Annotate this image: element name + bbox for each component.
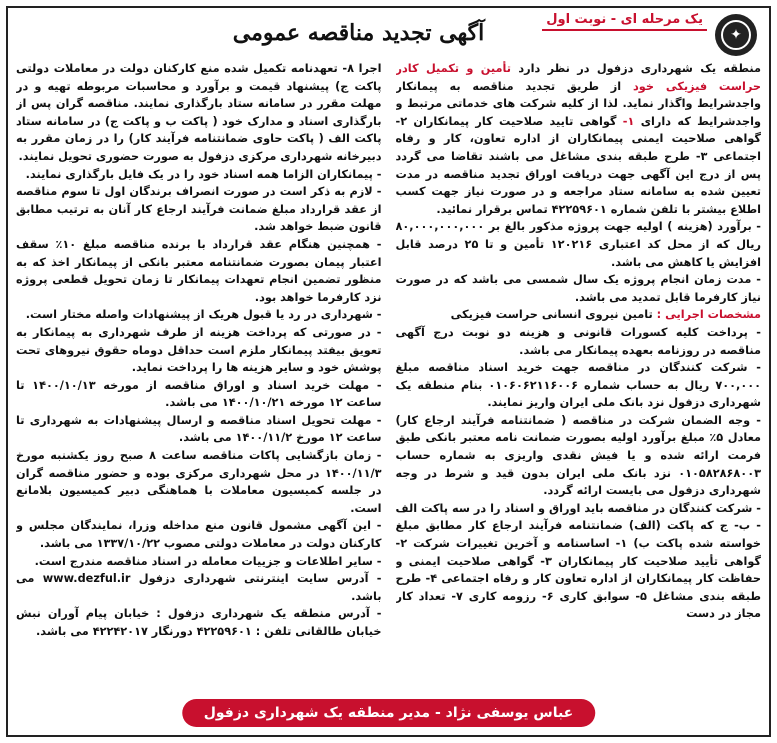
item1-number: ۱- (622, 114, 635, 128)
left-paragraph-13: - آدرس منطقه یک شهرداری دزفول : خیابان پیام آوران نبش خیابان طالقانی تلفن : ۴۲۲۵۹۶۰۱ دورنگار ۴۲۲۴۲۰۱۷ می باشد. (16, 607, 382, 638)
left-paragraph-7: - مهلت خرید اسناد و اوراق مناقصه از مورخه ۱۴۰۰/۱۰/۱۳ تا ساعت ۱۲ مورخه ۱۴۰۰/۱۰/۲۱ می باشد. (16, 378, 382, 410)
documents-fee-paragraph: - شرکت کنندگان در مناقصه جهت خرید اسناد مناقصه مبلغ ۷۰۰,۰۰۰ ریال به حساب شماره ۰۱۰۶۰۶۲۱۱۶۰۰۶ بنام منطقه یک شهرداری دزفول نزد بانک ملی ایران واریز نمایند. (395, 361, 761, 410)
notice-header (8, 8, 769, 56)
guarantee-paragraph: - وجه الضمان شرکت در مناقصه ( ضمانتنامه فرآیند ارجاع کار) معادل ۵٪ مبلغ برآورد اولیه بصورت ضمانت نامه معتبر بانکی طبق فرمت ارائه شده و یا فیش نقدی واریزی به شماره حساب ۰۱۰۵۸۲۸۶۸۰۰۳ نزد بانک ملی ایران بدون قید و شرط در وجه شهرداری دزفول می بایست ارائه گردد. (395, 413, 761, 498)
emblem-ring: ✦ (721, 20, 751, 50)
specs-label: مشخصات اجرایی : (656, 308, 761, 322)
left-paragraph-11: - سایر اطلاعات و جزییات معامله در اسناد مناقصه مندرج است. (34, 554, 382, 568)
specs-text: تامین نیروی انسانی حراست فیزیکی (450, 308, 653, 322)
intro-paragraph (396, 60, 762, 218)
left-paragraph-3: - لازم به ذکر است در صورت انصراف برندگان اول تا سوم مناقصه از عقد قرارداد مبلغ ضمانت فرآیند ارجاع کار آنان به ترتیب مطابق قانون ضبط خواهد شد. (16, 185, 382, 234)
left-paragraph-9: - زمان بازگشایی پاکات مناقصه ساعت ۸ صبح روز یکشنبه مورخ ۱۴۰۰/۱۱/۳ در محل شهرداری مرکزی بوده و حضور مناقصه گران در جلسه کمیسیون معاملات با هماهنگی دبیر کمیسیون بلامانع است. (16, 449, 382, 515)
deductions-paragraph: - پرداخت کلیه کسورات قانونی و هزینه دو نوبت درج آگهی مناقصه در روزنامه بعهده پیمانکار می باشد. (395, 325, 761, 357)
budget-paragraph: - برآورد (هزینه ) اولیه جهت پروژه مذکور بالغ بر ۸۰,۰۰۰,۰۰۰,۰۰۰ ریال که از محل کد اعتباری ۱۲۰۲۱۶ تأمین و تا ۲۵ درصد قابل افزایش یا کاهش می باشد. (395, 220, 761, 269)
left-paragraph-1: اجرا ۸- تعهدنامه تکمیل شده منع کارکنان دولت در معاملات دولتی پاکت ج) پیشنهاد قیمت و برآورد و محاسبات مربوطه تهیه و در مهلت مقرر در سامانه ستاد بارگذاری نمایند. مناقصه گران پس از بارگذاری اسناد و مدارک خود ( پاکت ب و پاکت ج) در سامانه ستاد پاکت الف ( پاکت حاوی ضمانتنامه فرآیند کار) را در زمان مقرر به دبیرخانه شهرداری مرکزی دزفول به صورت حضوری تحویل نمایند. (16, 62, 382, 163)
signature-banner: عباس یوسفی نژاد - مدیر منطقه یک شهرداری دزفول (182, 699, 595, 727)
municipality-emblem-icon (715, 14, 757, 56)
left-paragraph-5: - شهرداری در رد یا قبول هریک از پیشنهادات واصله مختار است. (25, 308, 382, 322)
item1-text: گواهی تایید صلاحیت کار پیمانکاران ۲- گواهی صلاحیت ایمنی پیمانکاران از اداره تعاون، کار و رفاه اجتماعی ۳- طرح طبقه بندی مشاغل می باشند تقاضا می گردد پس از درج این آگهی جهت دریافت اوراق تجدید مناقصه در مدت تعیین شده به سامانه ستاد مراجعه و در صورت نیاز جهت کسب اطلاع بیشتر با تلفن شماره ۴۲۲۵۹۶۰۱ تماس برقرار نمائید. (395, 114, 761, 216)
left-column (16, 60, 382, 687)
left-paragraph-8: - مهلت تحویل اسناد مناقصه و ارسال پیشنهادات به شهرداری تا ساعت ۱۲ مورخ ۱۴۰۰/۱۱/۲ می باشد. (16, 413, 382, 445)
intro-after: از طریق تجدید مناقصه به پیمانکار واجدشرایط واگذار نماید. لذا از کلیه شرکت های خدماتی مرتبط و واجدشرایط که دارای (395, 79, 761, 128)
right-column (396, 60, 762, 687)
stage-badge: یک مرحله ای - نوبت اول (542, 12, 707, 31)
notice-title: آگهی تجدید مناقصه عمومی (232, 20, 485, 46)
intro-before: منطقه یک شهرداری دزفول در نظر دارد (518, 62, 761, 75)
left-paragraph-4: - همچنین هنگام عقد قرارداد با برنده مناقصه مبلغ ۱۰٪ سقف اعتبار پیمان بصورت ضمانتنامه معتبر بانکی از پیمانکار اخذ که به منظور تضمین انجام تعهدات پیمانکار تا زمان تحویل قطعی پروژه نزد کارفرما خواهد بود. (16, 237, 382, 304)
notice-body (16, 60, 761, 687)
specs-paragraph (396, 306, 762, 324)
duration-paragraph: - مدت زمان انجام پروژه یک سال شمسی می باشد که در صورت نیاز کارفرما قابل تمدید می باشد. (395, 273, 761, 304)
left-paragraph-12: - آدرس سایت اینترنتی شهرداری دزفول www.dezful.ir می باشد. (16, 572, 382, 603)
notice-frame (6, 6, 771, 737)
envelopes-paragraph: - شرکت کنندگان در مناقصه باید اوراق و اسناد را در سه پاکت الف - ب- ج که پاکت (الف) ضمانتنامه فرآیند ارجاع کار مطابق مبلغ خواسته شده پاکت ب) ۱- اساسنامه و آخرین تغییرات شرکت ۲- گواهی تأیید صلاحیت کار پیمانکاران ۳- گواهی صلاحیت ایمنی و حفاظت کار پیمانکاران از اداره تعاون کار و رفاه اجتماعی ۴- طرح طبقه بندی مشاغل ۵- سوابق کاری ۶- رزومه کاری ۷- تعداد کار مجاز در دست (395, 501, 761, 621)
left-paragraph-6: - در صورتی که پرداخت هزینه از طرف شهرداری به پیمانکار به تعویق بیفتد پیمانکار ملزم است حداقل دوماه حقوق نیروهای تحت پوشش خود و سایر هزینه ها را پرداخت نماید. (16, 325, 382, 375)
left-paragraph-10: - این آگهی مشمول قانون منع مداخله وزرا، نمایندگان مجلس و کارکنان دولت در معاملات دولتی مصوب ۱۳۳۷/۱۰/۲۲ می باشد. (16, 519, 382, 551)
left-paragraph-2: - پیمانکاران الزاما همه اسناد خود را در یک فایل بارگذاری نمایند. (25, 167, 382, 181)
intro-highlight: تأمین و تکمیل کادر حراست فیزیکی خود (395, 62, 761, 93)
